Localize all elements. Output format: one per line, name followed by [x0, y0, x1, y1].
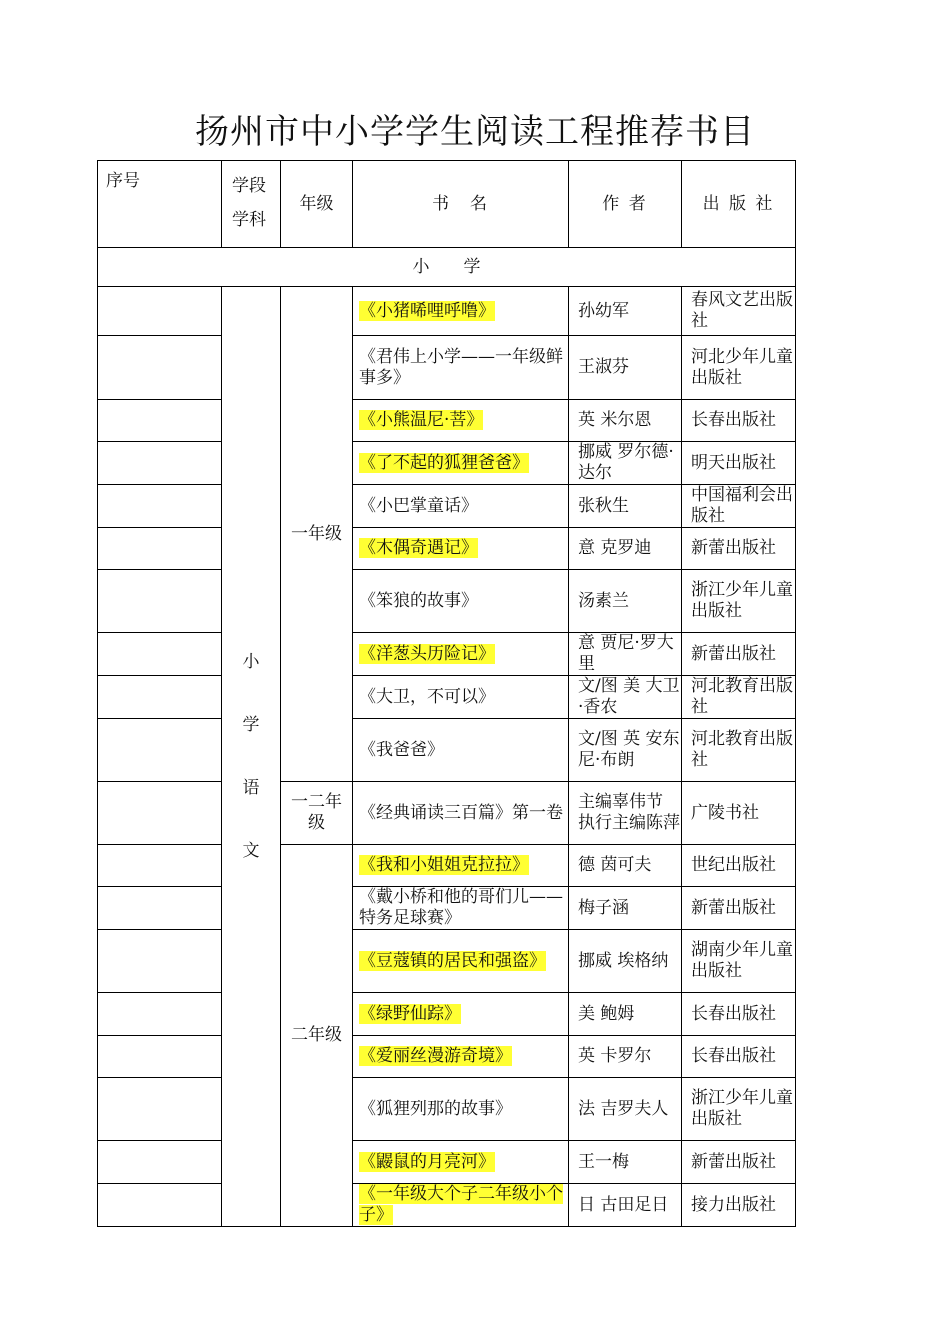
header-publisher: 出 版 社	[682, 161, 796, 248]
author-cell: 挪威 埃格纳	[569, 930, 682, 993]
publisher-cell: 明天出版社	[682, 442, 796, 485]
book-title-cell	[353, 887, 569, 930]
author-cell: 英 卡罗尔	[569, 1036, 682, 1078]
table-row	[98, 287, 796, 336]
row-number-cell	[98, 1036, 222, 1078]
table-row	[98, 845, 796, 887]
table-row	[98, 1078, 796, 1141]
publisher-cell: 河北教育出版社	[682, 676, 796, 719]
book-title-cell	[353, 930, 569, 993]
book-title: 《小猪唏哩呼噜》	[359, 300, 495, 321]
publisher-cell: 浙江少年儿童出版社	[682, 570, 796, 633]
table-row	[98, 930, 796, 993]
table-row	[98, 528, 796, 570]
book-title-cell	[353, 336, 569, 400]
table-row	[98, 570, 796, 633]
section-label: 小 学	[98, 248, 796, 287]
stage-subject-cell	[222, 287, 281, 1227]
book-title-cell	[353, 845, 569, 887]
book-title: 《狐狸列那的故事》	[359, 1098, 512, 1119]
author-cell: 日 古田足日	[569, 1184, 682, 1227]
book-title-cell	[353, 782, 569, 845]
row-number-cell	[98, 287, 222, 336]
row-number-cell	[98, 400, 222, 442]
book-title: 《了不起的狐狸爸爸》	[359, 452, 529, 473]
book-title: 《小熊温尼·菩》	[359, 410, 484, 430]
table-row	[98, 993, 796, 1036]
book-title-cell	[353, 993, 569, 1036]
row-number-cell	[98, 528, 222, 570]
book-title: 《君伟上小学——一年级鲜事多》	[359, 346, 563, 388]
book-title: 《大卫，不可以》	[359, 686, 495, 707]
book-title-cell	[353, 570, 569, 633]
row-number-cell	[98, 887, 222, 930]
book-title: 《戴小桥和他的哥们儿——特务足球赛》	[359, 887, 563, 928]
book-title: 《洋葱头历险记》	[359, 643, 495, 664]
grade-cell: 二年级	[281, 845, 353, 1227]
publisher-cell: 浙江少年儿童出版社	[682, 1078, 796, 1141]
row-number-cell	[98, 485, 222, 528]
book-title: 《爱丽丝漫游奇境》	[359, 1046, 512, 1066]
stage-char: 小	[242, 651, 260, 672]
book-title-cell	[353, 1141, 569, 1184]
author-cell: 王一梅	[569, 1141, 682, 1184]
grade-cell: 一二年级	[281, 782, 353, 845]
publisher-cell: 新蕾出版社	[682, 1141, 796, 1184]
publisher-cell: 河北少年儿童出版社	[682, 336, 796, 400]
author-cell: 文/图 英 安东尼·布朗	[569, 719, 682, 782]
table-row	[98, 442, 796, 485]
book-title-cell	[353, 485, 569, 528]
author-cell: 意 贾尼·罗大里	[569, 633, 682, 676]
book-title-cell	[353, 676, 569, 719]
table-row	[98, 676, 796, 719]
author-cell: 美 鲍姆	[569, 993, 682, 1036]
row-number-cell	[98, 1141, 222, 1184]
row-number-cell	[98, 719, 222, 782]
author-cell: 意 克罗迪	[569, 528, 682, 570]
book-title: 《我和小姐姐克拉拉》	[359, 855, 529, 875]
table-row	[98, 336, 796, 400]
section-row	[98, 248, 796, 287]
publisher-cell: 世纪出版社	[682, 845, 796, 887]
book-title: 《绿野仙踪》	[359, 1003, 461, 1024]
table-row	[98, 400, 796, 442]
publisher-cell: 新蕾出版社	[682, 633, 796, 676]
author-cell: 法 吉罗夫人	[569, 1078, 682, 1141]
header-stage-line2: 学科	[232, 210, 266, 230]
book-title-cell	[353, 1078, 569, 1141]
publisher-cell: 接力出版社	[682, 1184, 796, 1227]
book-title-cell	[353, 442, 569, 485]
table-row	[98, 782, 796, 845]
publisher-cell: 长春出版社	[682, 993, 796, 1036]
row-number-cell	[98, 442, 222, 485]
author-cell: 张秋生	[569, 485, 682, 528]
stage-char: 学	[242, 714, 260, 735]
publisher-cell: 新蕾出版社	[682, 528, 796, 570]
row-number-cell	[98, 633, 222, 676]
row-number-cell	[98, 1184, 222, 1227]
row-number-cell	[98, 1078, 222, 1141]
book-title: 《经典诵读三百篇》第一卷	[359, 802, 563, 823]
table-row	[98, 719, 796, 782]
table-row	[98, 633, 796, 676]
author-cell: 英 米尔恩	[569, 400, 682, 442]
table-row	[98, 1036, 796, 1078]
publisher-cell: 春风文艺出版社	[682, 287, 796, 336]
grade-cell: 一年级	[281, 287, 353, 782]
page-title: 扬州市中小学学生阅读工程推荐书目	[195, 112, 755, 152]
book-title-cell	[353, 1184, 569, 1227]
row-number-cell	[98, 845, 222, 887]
table-row	[98, 1141, 796, 1184]
book-title-cell	[353, 528, 569, 570]
book-title-cell	[353, 400, 569, 442]
row-number-cell	[98, 676, 222, 719]
book-title: 《笨狼的故事》	[359, 590, 478, 611]
author-cell: 汤素兰	[569, 570, 682, 633]
row-number-cell	[98, 782, 222, 845]
book-title-cell	[353, 633, 569, 676]
row-number-cell	[98, 930, 222, 993]
row-number-cell	[98, 993, 222, 1036]
publisher-cell: 湖南少年儿童出版社	[682, 930, 796, 993]
book-title: 《小巴掌童话》	[359, 495, 478, 516]
publisher-cell: 广陵书社	[682, 782, 796, 845]
row-number-cell	[98, 570, 222, 633]
header-row	[98, 161, 796, 248]
book-title-cell	[353, 287, 569, 336]
header-book: 书 名	[353, 161, 569, 248]
book-title: 《我爸爸》	[359, 739, 444, 760]
table-row	[98, 887, 796, 930]
publisher-cell: 中国福利会出版社	[682, 485, 796, 528]
row-number-cell	[98, 336, 222, 400]
header-author: 作 者	[569, 161, 682, 248]
book-title: 《一年级大个子二年级小个子》	[359, 1184, 563, 1225]
book-list-table	[97, 160, 796, 1227]
author-cell: 孙幼军	[569, 287, 682, 336]
publisher-cell: 河北教育出版社	[682, 719, 796, 782]
book-title: 《木偶奇遇记》	[359, 538, 478, 558]
publisher-cell: 长春出版社	[682, 400, 796, 442]
book-title-cell	[353, 719, 569, 782]
stage-char: 文	[242, 840, 260, 861]
author-cell: 主编辜伟节 执行主编陈萍	[569, 782, 682, 845]
header-stage	[222, 161, 281, 248]
publisher-cell: 长春出版社	[682, 1036, 796, 1078]
book-title: 《豆蔻镇的居民和强盗》	[359, 950, 546, 971]
author-cell: 挪威 罗尔德·达尔	[569, 442, 682, 485]
header-no: 序号	[98, 161, 222, 248]
header-stage-line1: 学段	[232, 176, 266, 196]
author-cell: 德 茵可夫	[569, 845, 682, 887]
header-grade: 年级	[281, 161, 353, 248]
publisher-cell: 新蕾出版社	[682, 887, 796, 930]
book-title: 《鼹鼠的月亮河》	[359, 1151, 495, 1172]
author-cell: 文/图 美 大卫·香农	[569, 676, 682, 719]
book-title-cell	[353, 1036, 569, 1078]
stage-char: 语	[242, 777, 260, 798]
author-cell: 王淑芬	[569, 336, 682, 400]
table-row	[98, 485, 796, 528]
table-row	[98, 1184, 796, 1227]
author-cell: 梅子涵	[569, 887, 682, 930]
